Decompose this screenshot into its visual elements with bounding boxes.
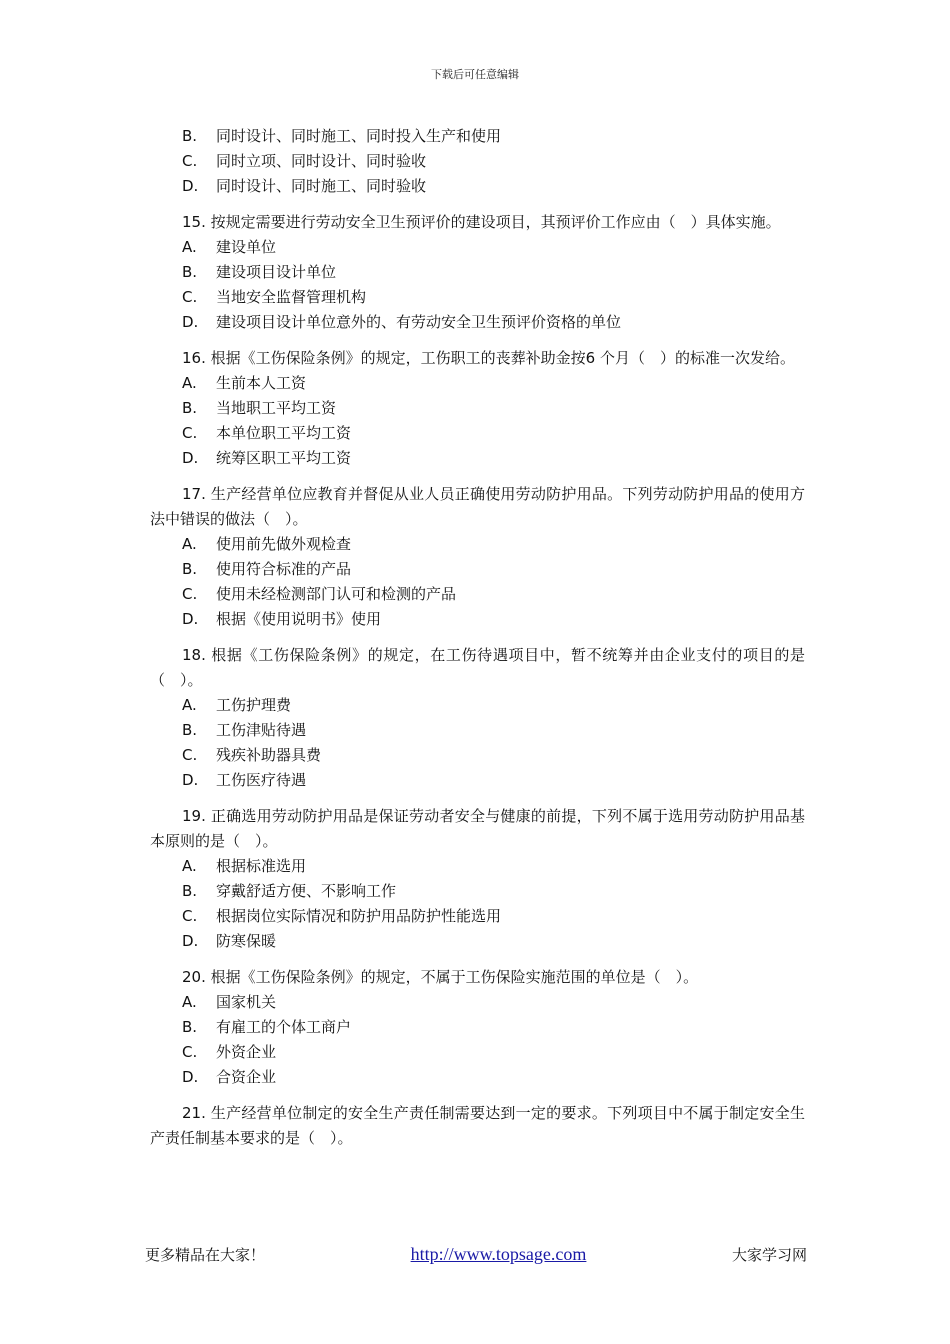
option-text: 当地职工平均工资: [216, 399, 337, 417]
option-letter: C.: [182, 1043, 198, 1061]
option-letter: D.: [182, 177, 199, 195]
option-text: 工伤津贴待遇: [216, 721, 307, 739]
option: [150, 582, 805, 607]
option: [150, 396, 805, 421]
option-text: 生前本人工资: [216, 374, 307, 392]
option: [150, 929, 805, 954]
option: [150, 285, 805, 310]
option-letter: D.: [182, 1068, 199, 1086]
page-footer: [145, 1242, 807, 1266]
option-letter: D.: [182, 771, 199, 789]
option-letter: B.: [182, 721, 198, 739]
option: [150, 990, 805, 1015]
option: [150, 854, 805, 879]
option-letter: A.: [182, 857, 197, 875]
option: [150, 149, 805, 174]
option: [150, 421, 805, 446]
option: [150, 904, 805, 929]
option-text: 工伤护理费: [216, 696, 292, 714]
option: [150, 371, 805, 396]
question-number: 19.: [182, 807, 206, 825]
option-text: 同时设计、同时施工、同时验收: [216, 177, 427, 195]
option-text: 根据《使用说明书》使用: [216, 610, 382, 628]
document-body: [150, 124, 805, 1151]
option-text: 同时立项、同时设计、同时验收: [216, 152, 427, 170]
option-letter: A.: [182, 238, 197, 256]
question-text: 根据《工伤保险条例》的规定，不属于工伤保险实施范围的单位是（ ）。: [210, 968, 699, 986]
option-letter: B.: [182, 127, 198, 145]
option-text: 使用前先做外观检查: [216, 535, 352, 553]
option-text: 根据标准选用: [216, 857, 307, 875]
option: [150, 693, 805, 718]
question-number: 16.: [182, 349, 206, 367]
option-letter: A.: [182, 374, 197, 392]
question-text: 根据《工伤保险条例》的规定，工伤职工的丧葬补助金按6 个月（ ）的标准一次发给。: [210, 349, 795, 367]
option-letter: D.: [182, 449, 199, 467]
option-letter: C.: [182, 424, 198, 442]
lead-options: [150, 124, 805, 199]
question-15: [150, 210, 805, 235]
question-16: [150, 346, 805, 371]
option: [150, 310, 805, 335]
option: [150, 557, 805, 582]
option-text: 外资企业: [216, 1043, 277, 1061]
option: [150, 743, 805, 768]
option: [150, 446, 805, 471]
option-text: 建设单位: [216, 238, 277, 256]
option-text: 使用未经检测部门认可和检测的产品: [216, 585, 457, 603]
option-text: 工伤医疗待遇: [216, 771, 307, 789]
question-text: 按规定需要进行劳动安全卫生预评价的建设项目，其预评价工作应由（ ）具体实施。: [210, 213, 781, 231]
question-text: 正确选用劳动防护用品是保证劳动者安全与健康的前提，下列不属于选用劳动防护用品基本原则的是（ ）。: [150, 807, 805, 850]
option-text: 根据岗位实际情况和防护用品防护性能选用: [216, 907, 502, 925]
option: [150, 879, 805, 904]
option-text: 国家机关: [216, 993, 277, 1011]
question-text: 生产经营单位应教育并督促从业人员正确使用劳动防护用品。下列劳动防护用品的使用方法中错误的做法（ ）。: [150, 485, 805, 528]
footer-right-text: 大家学习网: [731, 1245, 807, 1264]
option-text: 有雇工的个体工商户: [216, 1018, 352, 1036]
option-text: 合资企业: [216, 1068, 277, 1086]
question-17: [150, 482, 805, 532]
option: [150, 607, 805, 632]
option: [150, 1015, 805, 1040]
question-number: 15.: [182, 213, 206, 231]
option: [150, 174, 805, 199]
option-text: 建设项目设计单位: [216, 263, 337, 281]
option-letter: C.: [182, 288, 198, 306]
option-letter: C.: [182, 585, 198, 603]
option: [150, 718, 805, 743]
option-text: 使用符合标准的产品: [216, 560, 352, 578]
footer-left-text: 更多精品在大家！: [145, 1245, 266, 1264]
option: [150, 124, 805, 149]
question-21: [150, 1101, 805, 1151]
option: [150, 768, 805, 793]
option: [150, 532, 805, 557]
option: [150, 235, 805, 260]
option-text: 同时设计、同时施工、同时投入生产和使用: [216, 127, 502, 145]
question-number: 20.: [182, 968, 206, 986]
option-text: 本单位职工平均工资: [216, 424, 352, 442]
option-letter: D.: [182, 932, 199, 950]
option-letter: C.: [182, 152, 198, 170]
option: [150, 1040, 805, 1065]
option-text: 防寒保暖: [216, 932, 277, 950]
question-number: 21.: [182, 1104, 206, 1122]
option-text: 统筹区职工平均工资: [216, 449, 352, 467]
page-header: 下载后可任意编辑: [431, 68, 519, 81]
option-letter: C.: [182, 746, 198, 764]
option-letter: C.: [182, 907, 198, 925]
option-letter: A.: [182, 535, 197, 553]
option-letter: D.: [182, 610, 199, 628]
question-19: [150, 804, 805, 854]
option-text: 当地安全监督管理机构: [216, 288, 367, 306]
option-letter: A.: [182, 696, 197, 714]
option-letter: B.: [182, 399, 198, 417]
question-number: 18.: [182, 646, 206, 664]
option: [150, 1065, 805, 1090]
question-text: 根据《工伤保险条例》的规定，在工伤待遇项目中，暂不统筹并由企业支付的项目的是（ ）。: [150, 646, 805, 689]
option-letter: D.: [182, 313, 199, 331]
option-text: 残疾补助器具费: [216, 746, 322, 764]
option-text: 建设项目设计单位意外的、有劳动安全卫生预评价资格的单位: [216, 313, 622, 331]
option-letter: B.: [182, 882, 198, 900]
option-letter: B.: [182, 1018, 198, 1036]
option-text: 穿戴舒适方便、不影响工作: [216, 882, 397, 900]
question-text: 生产经营单位制定的安全生产责任制需要达到一定的要求。下列项目中不属于制定安全生产责任制基本要求的是（ ）。: [150, 1104, 805, 1147]
question-20: [150, 965, 805, 990]
option-letter: B.: [182, 560, 198, 578]
question-number: 17.: [182, 485, 206, 503]
option-letter: B.: [182, 263, 198, 281]
footer-link[interactable]: http://www.topsage.com: [410, 1243, 587, 1264]
option: [150, 260, 805, 285]
option-letter: A.: [182, 993, 197, 1011]
question-18: [150, 643, 805, 693]
